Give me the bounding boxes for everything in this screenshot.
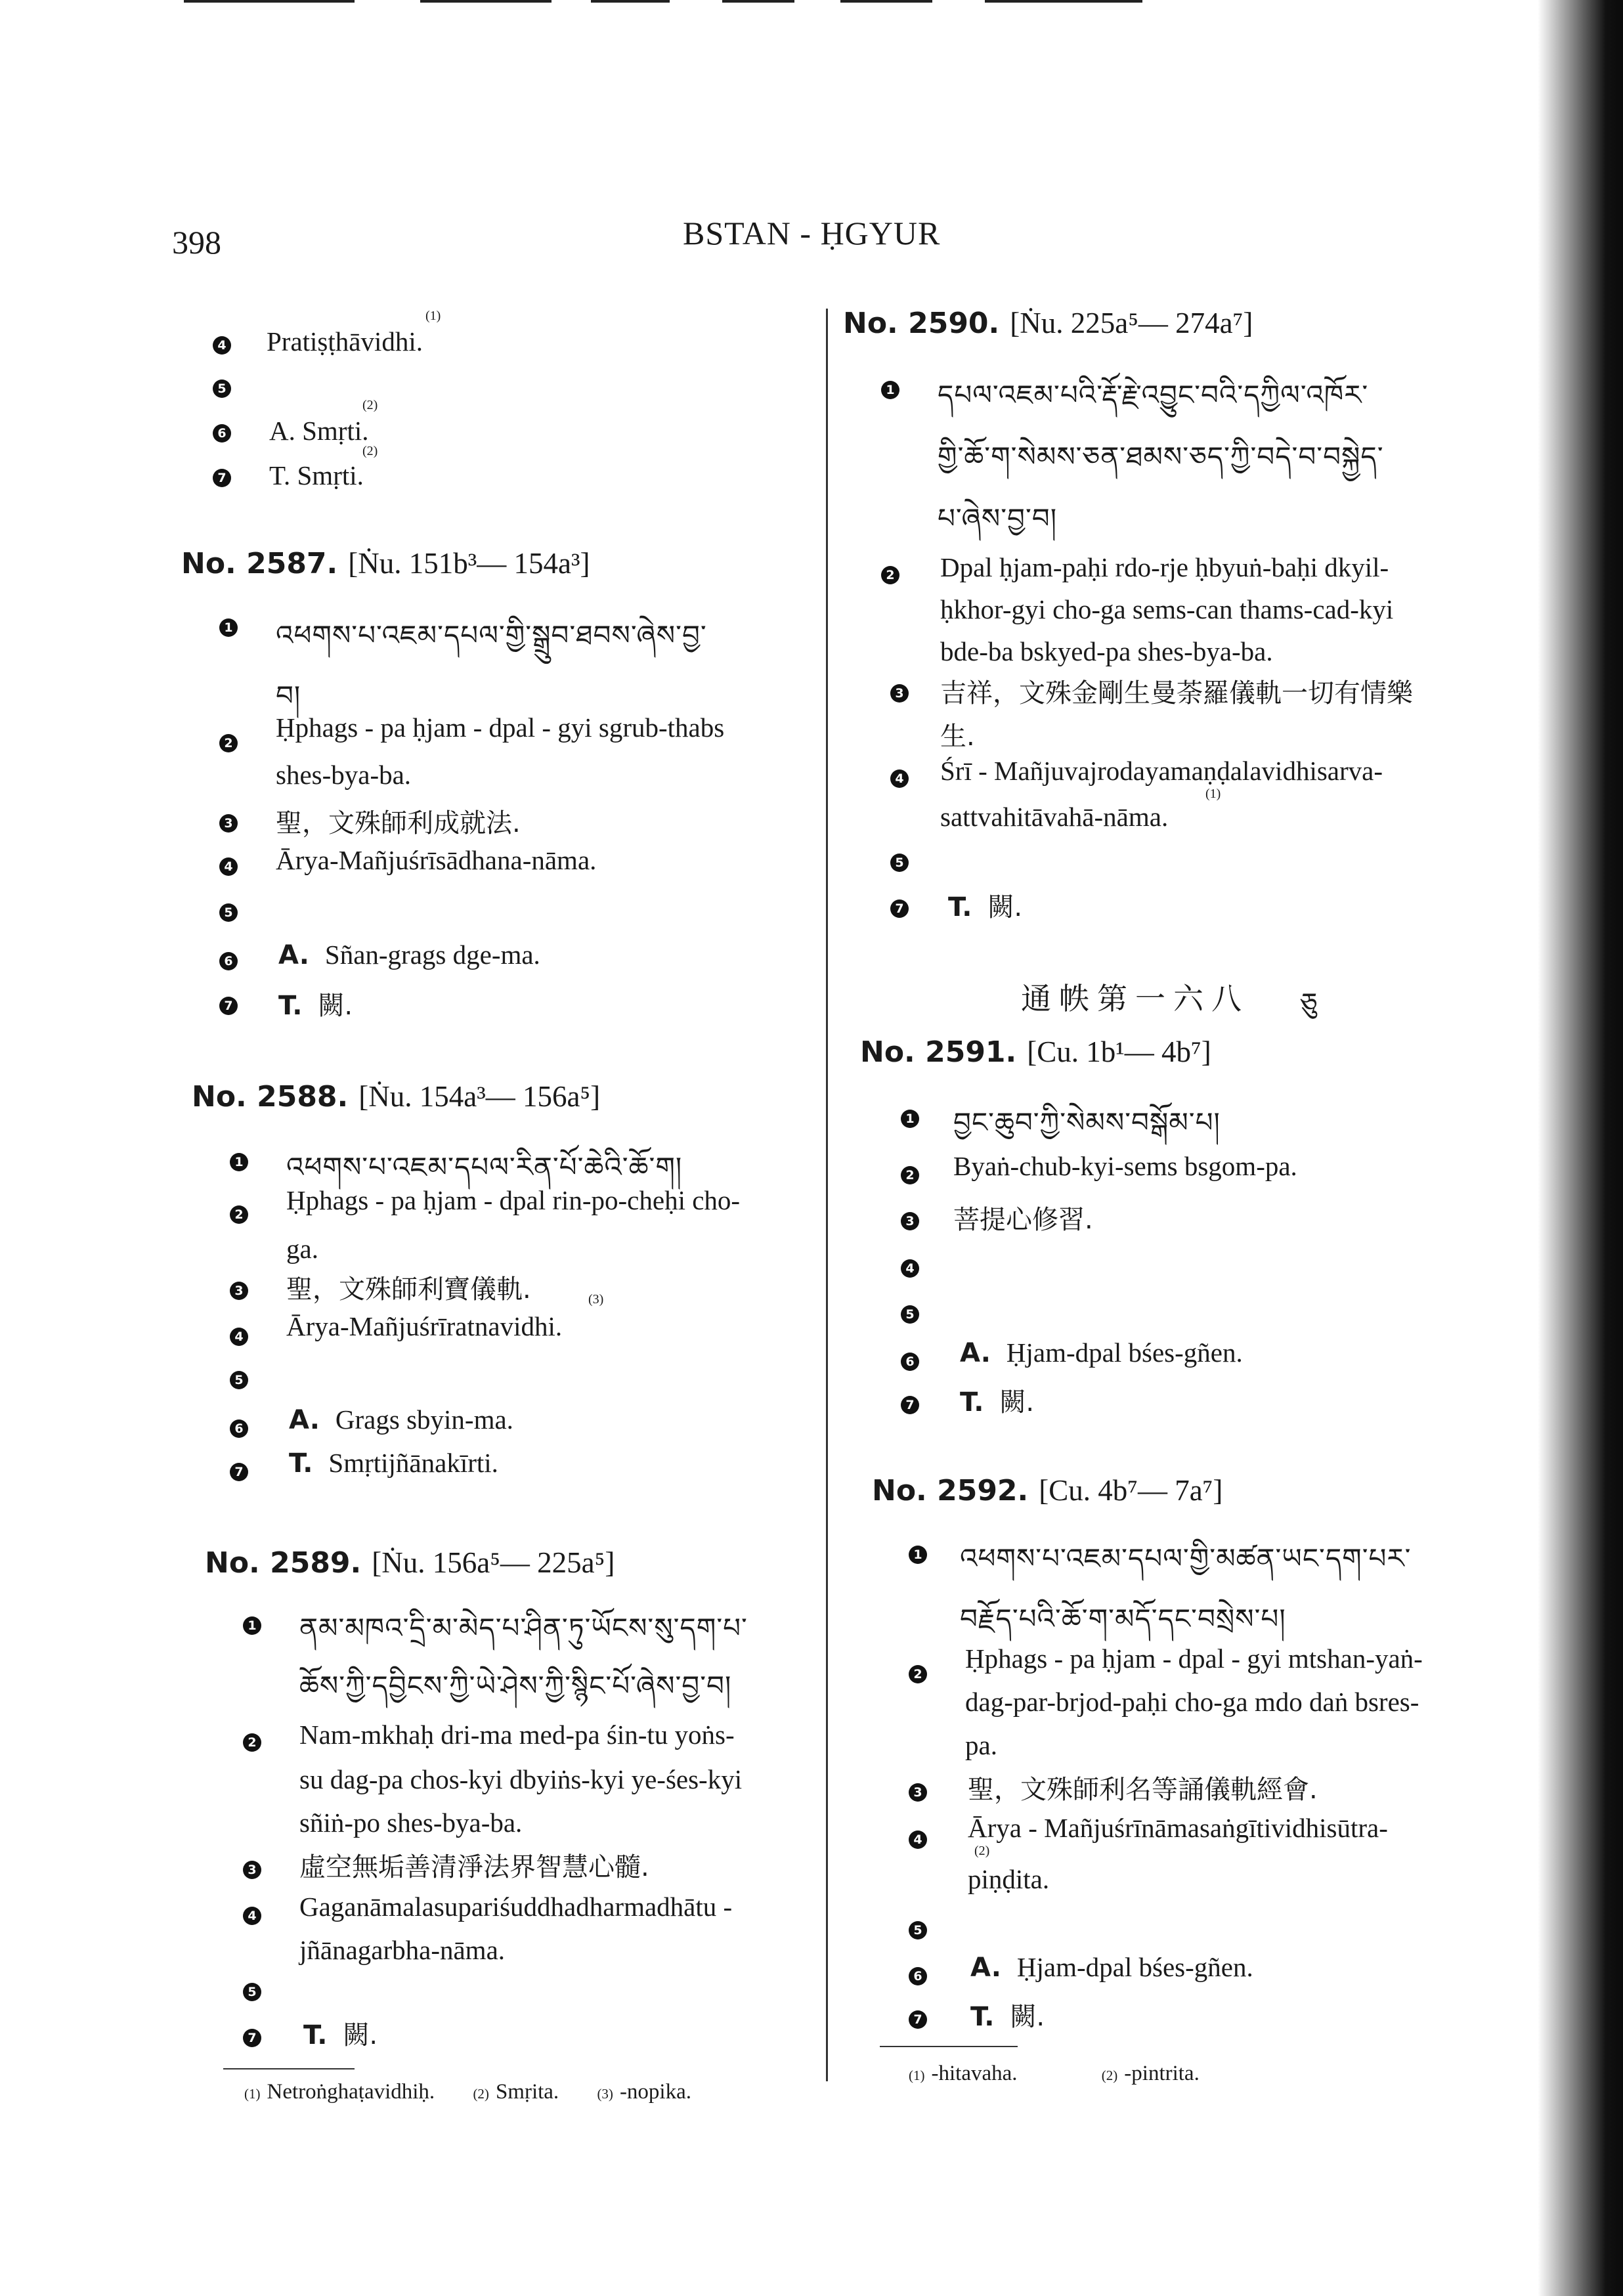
translator-line: T. 闕. — [303, 2020, 378, 2050]
entry-2587-heading — [181, 546, 590, 580]
marker-1: 1 — [901, 1110, 919, 1128]
author-line: A. Smṛti. — [269, 416, 369, 446]
top-rule — [184, 0, 355, 3]
sanskrit-title: Śrī - Mañjuvajrodayamaṇḍalavidhisarva- — [940, 756, 1383, 786]
marker-7: 7 — [901, 1396, 919, 1414]
marker-6: 6 — [230, 1419, 248, 1438]
transliteration-cont: shes-bya-ba. — [276, 760, 412, 790]
sanskrit-title: Ārya-Mañjuśrīratnavidhi. — [286, 1311, 563, 1341]
marker-4: 4 — [219, 857, 238, 876]
translator-line: T. 闕. — [970, 2002, 1045, 2032]
tibetan-title: འཕགས་པ་འཇམ་དཔལ་རིན་པོ་ཆེའི་ཆོ་ག། — [286, 1151, 683, 1183]
marker-1: 1 — [881, 381, 899, 399]
tibetan-title-cont: གྱི་ཆོ་ག་སེམས་ཅན་ཐམས་ཅད་ཀྱི་བདེ་བ་བསྐྱེད་ — [938, 441, 1384, 473]
transliteration: Byaṅ-chub-kyi-sems bsgom-pa. — [953, 1151, 1297, 1181]
marker-3: 3 — [909, 1783, 927, 1802]
marker-2: 2 — [219, 734, 238, 752]
entry-number: No. 2587. — [181, 547, 338, 580]
chinese-title: 菩提心修習. — [953, 1205, 1093, 1235]
marker-4: 4 — [909, 1830, 927, 1849]
transliteration-cont: su dag-pa chos-kyi dbyiṅs-kyi ye-śes-kyi — [299, 1764, 743, 1794]
translator-line: T. Smṛtijñānakīrti. — [289, 1448, 498, 1479]
marker-7: 7 — [230, 1463, 248, 1481]
footnote-ref: (3) — [588, 1292, 604, 1307]
marker-6: 6 — [909, 1967, 927, 1985]
footnote-ref: (2) — [362, 398, 378, 412]
folio-reference: [Ṅu. 151b³— 154a³] — [348, 547, 590, 580]
footnotes-left: (1) Netroṅghaṭavidhiḥ. (2) Smṛita. (3) -nopika. — [244, 2080, 691, 2104]
marker-5: 5 — [213, 379, 231, 398]
transliteration-cont: ḥkhor-gyi cho-ga sems-can thams-cad-kyi — [940, 594, 1394, 624]
marker-3: 3 — [243, 1861, 261, 1879]
marker-1: 1 — [243, 1616, 261, 1635]
marker-6: 6 — [213, 424, 231, 443]
author-line: A. Ḥjam-dpal bśes-gñen. — [960, 1337, 1243, 1368]
sanskrit-title: Ārya-Mañjuśrīsādhana-nāma. — [276, 845, 597, 875]
folio-reference: [Ṅu. 154a³— 156a⁵] — [358, 1080, 601, 1113]
sanskrit-title: Gaganāmalasupariśuddhadharmadhātu - — [299, 1892, 733, 1922]
transliteration: Ḥphags - pa ḥjam - dpal - gyi sgrub-thabs — [276, 712, 725, 743]
transliteration: Ḥphags - pa ḥjam - dpal rin-po-cheḥi cho- — [286, 1185, 741, 1215]
transliteration: Dpal ḥjam-paḥi rdo-rje ḥbyuṅ-baḥi dkyil- — [940, 552, 1389, 582]
translator-line: T. 闕. — [278, 991, 353, 1021]
entry-2592-heading — [872, 1473, 1223, 1507]
tibetan-title: དཔལ་འཇམ་པའི་རྡོ་རྗེ་འབྱུང་བའི་དཀྱིལ་འཁོར་ — [938, 379, 1369, 411]
chinese-title-cont: 生. — [940, 722, 975, 752]
marker-2: 2 — [901, 1166, 919, 1184]
marker-7: 7 — [219, 997, 238, 1015]
marker-5: 5 — [243, 1983, 261, 2001]
chinese-title: 虛空無垢善清淨法界智慧心髓. — [299, 1852, 649, 1882]
entry-number: No. 2589. — [205, 1546, 362, 1580]
page-edge-shadow — [1538, 0, 1623, 2296]
entry-2589-heading — [205, 1546, 615, 1580]
tibetan-volume-letter: ཅུ — [1300, 987, 1318, 1019]
transliteration-cont: dag-par-brjod-paḥi cho-ga mdo daṅ bsres- — [965, 1687, 1419, 1717]
marker-5: 5 — [890, 854, 909, 872]
folio-reference: [Ṅu. 156a⁵— 225a⁵] — [372, 1546, 615, 1579]
marker-3: 3 — [890, 684, 909, 703]
marker-7: 7 — [909, 2010, 927, 2029]
transliteration-cont: sñiṅ-po shes-bya-ba. — [299, 1808, 523, 1838]
transliteration-cont: bde-ba bskyed-pa shes-bya-ba. — [940, 636, 1273, 666]
sanskrit-title-cont: piṇḍita. — [968, 1864, 1050, 1894]
marker-7: 7 — [890, 899, 909, 918]
top-rule — [722, 0, 794, 3]
marker-5: 5 — [909, 1921, 927, 1939]
chinese-title: 聖，文殊師利成就法. — [276, 808, 521, 838]
translator-line: T. 闕. — [948, 892, 1023, 922]
footnote-ref: (2) — [362, 444, 378, 458]
top-rule — [420, 0, 552, 3]
translator-line: T. Smṛti. — [269, 460, 364, 490]
entry-number: No. 2588. — [192, 1080, 349, 1114]
tibetan-title-cont: བརྗོད་པའི་ཆོ་ག་མདོ་དང་བསྲེས་པ། — [960, 1603, 1286, 1635]
marker-7: 7 — [213, 469, 231, 487]
marker-4: 4 — [890, 769, 909, 788]
marker-4: 4 — [213, 336, 231, 355]
entry-2591-heading — [860, 1035, 1211, 1069]
volume-section-title: 通帙第一六八 — [1021, 981, 1249, 1016]
marker-5: 5 — [901, 1305, 919, 1324]
entry-2588-heading — [192, 1079, 600, 1114]
sanskrit-title: Ārya - Mañjuśrīnāmasaṅgītividhisūtra- — [968, 1813, 1388, 1843]
footnote-ref: (1) — [425, 309, 441, 323]
sanskrit-title: Pratiṣṭhāvidhi. — [267, 326, 423, 357]
marker-3: 3 — [219, 814, 238, 833]
tibetan-title: འཕགས་པ་འཇམ་དཔལ་གྱི་སྒྲུབ་ཐབས་ཞེས་བྱ་ — [276, 619, 707, 651]
folio-reference: [Cu. 4b⁷— 7a⁷] — [1039, 1474, 1223, 1507]
marker-6: 6 — [901, 1353, 919, 1371]
entry-number: No. 2591. — [860, 1035, 1017, 1069]
transliteration-cont: pa. — [965, 1730, 997, 1760]
marker-1: 1 — [219, 618, 238, 637]
chinese-title: 吉祥，文殊金剛生曼荼羅儀軌一切有情樂 — [940, 678, 1413, 708]
footnote-ref: (2) — [974, 1844, 990, 1858]
top-rule — [985, 0, 1142, 3]
author-line: A. Grags sbyin-ma. — [289, 1404, 513, 1435]
marker-4: 4 — [901, 1259, 919, 1278]
footnote-ref: (1) — [1205, 787, 1221, 801]
entry-number: No. 2590. — [843, 307, 1000, 340]
marker-6: 6 — [219, 952, 238, 970]
marker-5: 5 — [219, 903, 238, 922]
chinese-title: 聖，文殊師利寶儀軌. — [286, 1274, 531, 1305]
footnote-rule — [223, 2068, 355, 2069]
sanskrit-title-cont: jñānagarbha-nāma. — [299, 1935, 506, 1965]
marker-2: 2 — [230, 1205, 248, 1224]
marker-7: 7 — [243, 2029, 261, 2047]
entry-number: No. 2592. — [872, 1474, 1029, 1507]
transliteration: Ḥphags - pa ḥjam - dpal - gyi mtshan-yaṅ- — [965, 1643, 1423, 1674]
entry-2590-heading — [843, 306, 1253, 340]
marker-3: 3 — [230, 1282, 248, 1300]
transliteration-cont: ga. — [286, 1234, 318, 1264]
folio-reference: [Ṅu. 225a⁵— 274a⁷] — [1010, 307, 1253, 339]
marker-3: 3 — [901, 1212, 919, 1230]
author-line: A. Sñan-grags dge-ma. — [278, 940, 540, 970]
top-rule — [591, 0, 670, 3]
marker-5: 5 — [230, 1371, 248, 1389]
tibetan-title-cont: བ། — [276, 680, 301, 712]
tibetan-title: ནམ་མཁའ་དྲི་མ་མེད་པ་ཤིན་ཏུ་ཡོངས་སུ་དག་པ་ — [299, 1612, 748, 1644]
marker-2: 2 — [243, 1733, 261, 1752]
author-line: A. Ḥjam-dpal bśes-gñen. — [970, 1952, 1253, 1983]
footnotes-right: (1) -hitavaha. (2) -pintrita. — [909, 2062, 1200, 2085]
marker-4: 4 — [243, 1907, 261, 1925]
transliteration: Nam-mkhaḥ dri-ma med-pa śin-tu yoṅs- — [299, 1720, 735, 1750]
top-rule — [840, 0, 932, 3]
footnote-rule — [880, 2046, 1018, 2047]
marker-2: 2 — [909, 1665, 927, 1683]
tibetan-title-cont: ཆོས་ཀྱི་དབྱིངས་ཀྱི་ཡེ་ཤེས་ཀྱི་སྙིང་པོ་ཞེས་བྱ་བ། — [299, 1670, 732, 1702]
marker-1: 1 — [230, 1153, 248, 1171]
page-number: 398 — [172, 224, 221, 261]
folio-reference: [Cu. 1b¹— 4b⁷] — [1027, 1035, 1211, 1068]
translator-line: T. 闕. — [960, 1387, 1035, 1418]
marker-1: 1 — [909, 1546, 927, 1564]
chinese-title: 聖，文殊師利名等誦儀軌經會. — [968, 1775, 1318, 1805]
running-head: BSTAN - ḤGYUR — [683, 215, 941, 251]
column-divider — [826, 309, 828, 2081]
tibetan-title: འཕགས་པ་འཇམ་དཔལ་གྱི་མཚན་ཡང་དག་པར་ — [960, 1542, 1412, 1574]
marker-4: 4 — [230, 1328, 248, 1346]
tibetan-title: བྱང་ཆུབ་ཀྱི་སེམས་བསྒོམ་པ། — [953, 1106, 1221, 1138]
marker-2: 2 — [881, 566, 899, 584]
tibetan-title-cont: པ་ཞེས་བྱ་བ། — [938, 502, 1058, 534]
sanskrit-title-cont: sattvahitāvahā-nāma. — [940, 802, 1169, 832]
